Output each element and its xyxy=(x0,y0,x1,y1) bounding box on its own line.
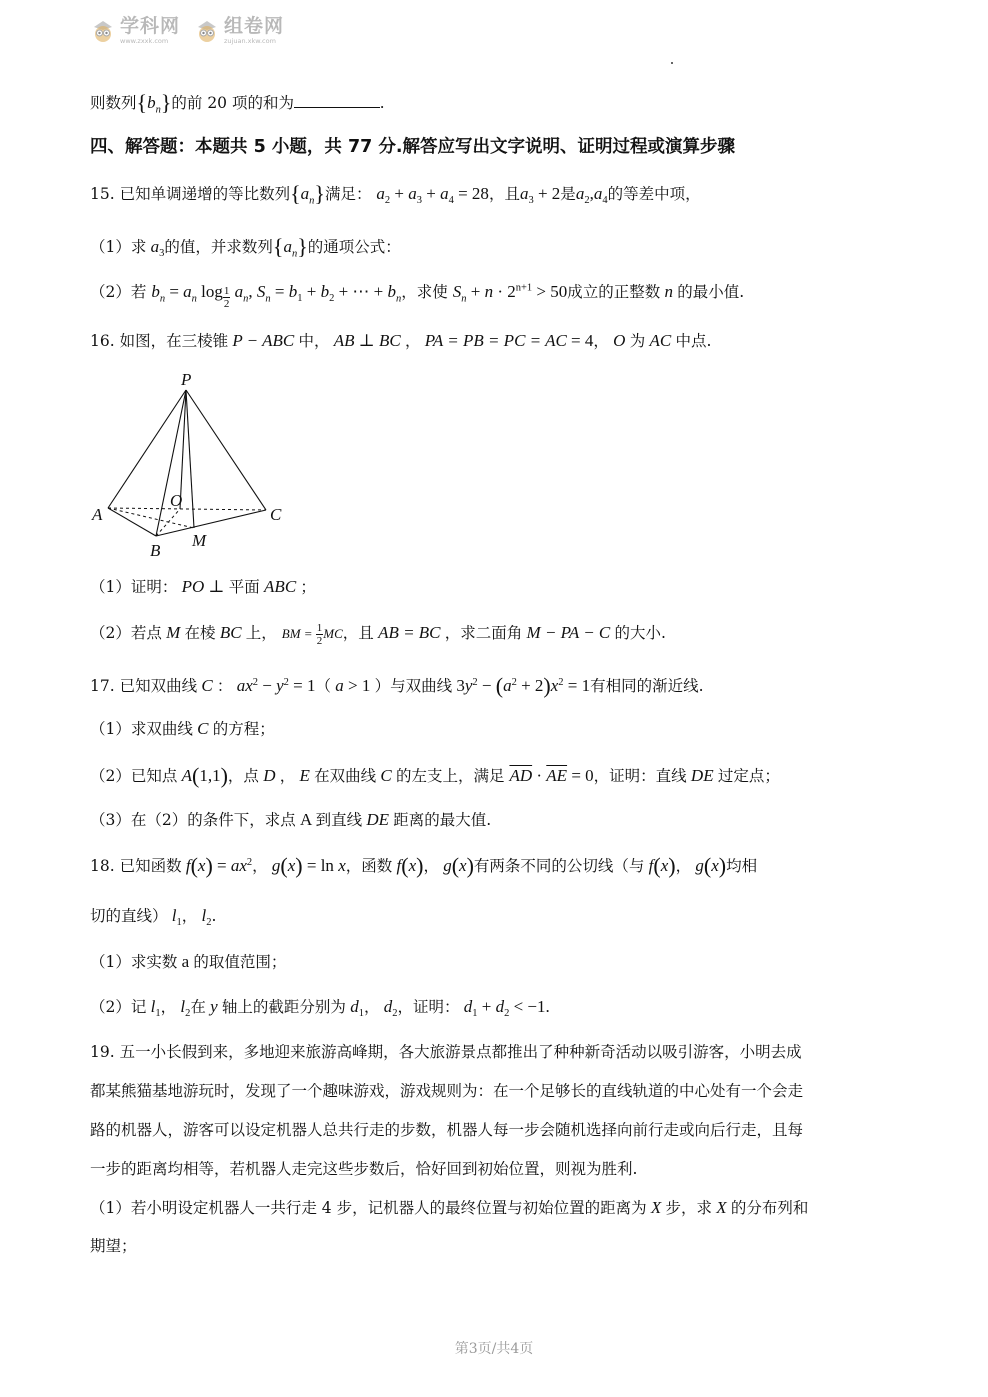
header xyxy=(90,14,284,48)
q17-part2: （2）已知点 A(1,1)，点 D ， E 在双曲线 C 的左支上，满足 $\overline{AD} \cdot \overline{AE} = 0$，证明：直线 DE 过定点； xyxy=(90,763,780,788)
q15-part1: （1）求 $a_3$的值，并求数列$\{a_n\}$的通项公式： xyxy=(90,234,401,260)
owl-logo-icon xyxy=(194,18,220,44)
logo-url: zujuan.xkw.com xyxy=(224,37,276,46)
q16-part1: （1）证明： PO ⊥ 平面 ABC ； xyxy=(90,577,316,596)
q14-tail: 则数列$\{b_n\}$的前 20 项的和为 . xyxy=(90,90,385,116)
logo-url: www.zxxk.com xyxy=(120,37,169,46)
q15-part2: （2）若 $b_n = a_n$ log $\frac{1}{2}$ $a_n$, $S_n = b_1 + b_2$ + ⋯ + $b_n$，求使 $S_n + n \cdot 2^{n+1} > 50$成立的正整数 n 的最小值. xyxy=(90,282,745,310)
label-P: P xyxy=(181,370,192,389)
q15-stem: 15. 已知单调递增的等比数列$\{a_n\}$满足： $a_2 + a_3 + a_4 = 28$，且$a_3 + 2$是$a_2,a_4$的等差中项， xyxy=(90,181,701,207)
q18-stem: 18. 已知函数 $f(x) = ax^2$， g(x) = ln x，函数 f(x)， g(x)有两条不同的公切线（与 f(x)， g(x)均相 xyxy=(90,853,758,878)
q19-stem-line4: 一步的距离均相等，若机器人走完这些步数后，恰好回到初始位置，则视为胜利. xyxy=(90,1160,638,1178)
answer-blank xyxy=(294,106,380,108)
pyramid-figure xyxy=(88,368,298,560)
q19-stem-line1: 19. 五一小长假到来，多地迎来旅游高峰期，各大旅游景点都推出了种种新奇活动以吸引游客，小明去成 xyxy=(90,1043,802,1061)
q17-part1: （1）求双曲线 C 的方程； xyxy=(90,719,275,738)
page-number: 第3页/共4页 xyxy=(454,1341,534,1357)
q17-stem: 17. 已知双曲线 C ： $ax^2 - y^2 = 1$（ a > 1 ）与双曲线 $3y^2 - (a^2 + 2)x^2 = 1$有相同的渐近线. xyxy=(90,673,704,698)
logo-zxxk xyxy=(90,17,180,45)
logo-name: 组卷网 xyxy=(224,15,285,38)
owl-logo-icon xyxy=(90,18,116,44)
label-O: O xyxy=(170,491,183,510)
q16-stem: 16. 如图，在三棱锥 P − ABC 中， AB ⊥ BC ， PA = PB = PC = AC = 4， O 为 AC 中点. xyxy=(90,331,712,350)
q16-part2: （2）若点 M 在棱 BC 上， BM = $\frac{1}{2}$ MC，且 AB = BC ，求二面角 M − PA − C 的大小. xyxy=(90,622,666,648)
q19-part1-cont: 期望； xyxy=(90,1237,137,1255)
section-heading: 四、解答题：本题共 5 小题，共 77 分.解答应写出文字说明、证明过程或演算步骤 xyxy=(90,137,736,157)
q19-stem-line2: 都某熊猫基地游玩时，发现了一个趣味游戏，游戏规则为：在一个足够长的直线轨道的中心处有一个会走 xyxy=(90,1082,804,1100)
q17-part3: （3）在（2）的条件下，求点 A 到直线 DE 距离的最大值. xyxy=(90,810,492,829)
q19-stem-line3: 路的机器人，游客可以设定机器人总共行走的步数，机器人每一步会随机选择向前行走或向后行走，且每 xyxy=(90,1121,804,1139)
logo-zujuan xyxy=(194,17,284,45)
stray-dot xyxy=(671,62,673,64)
logo-name: 学科网 xyxy=(120,15,181,38)
q18-stem-cont: 切的直线） $l_1$， $l_2$. xyxy=(90,906,217,929)
label-C: C xyxy=(270,505,282,524)
label-B: B xyxy=(150,541,161,560)
label-A: A xyxy=(92,505,103,524)
label-M: M xyxy=(192,531,207,550)
q19-part1: （1）若小明设定机器人一共行走 4 步，记机器人的最终位置与初始位置的距离为 X 步，求 X 的分布列和 xyxy=(90,1198,809,1217)
q18-part2: （2）记 $l_1$， $l_2$在 y 轴上的截距分别为 $d_1$， $d_2$，证明： $d_1 + d_2 < -1$. xyxy=(90,997,550,1020)
q18-part1: （1）求实数 a 的取值范围； xyxy=(90,952,287,971)
